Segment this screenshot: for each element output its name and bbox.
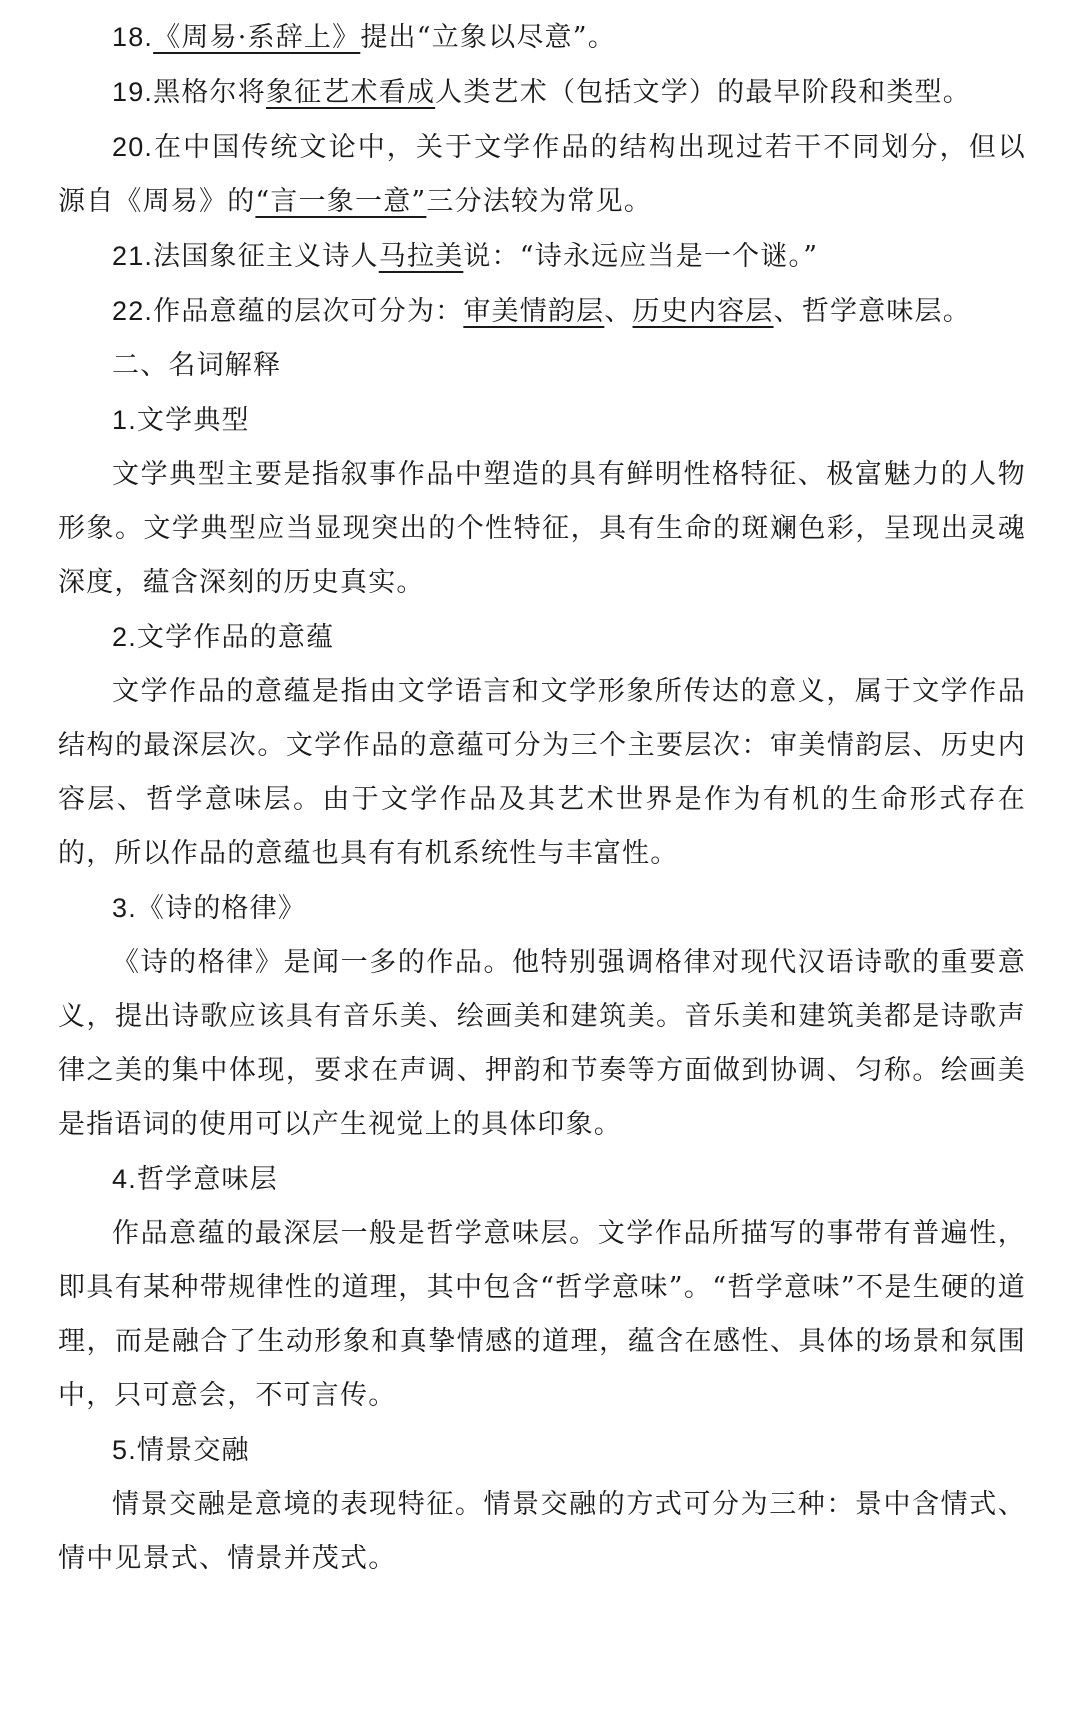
term-heading-5 [58,1423,1026,1478]
underlined-answer: 历史内容层 [632,296,774,327]
item-text: 提出“立象以尽意”。 [360,22,616,53]
term-definition-4: 作品意蕴的最深层一般是哲学意味层。文学作品所描写的事带有普遍性，即具有某种带规律性的道理，其中包含“哲学意味”。“哲学意味”不是生硬的道理，而是融合了生动形象和真挚情感的道理，蕴含在感性、具体的场景和氛围中，只可意会，不可言传。 [58,1218,1026,1411]
underlined-answer: “言一象一意” [255,186,427,217]
underlined-answer: 象征艺术看成 [265,77,436,108]
term-heading-1 [58,393,1026,448]
term-number: 4. [112,1164,137,1194]
item-text: 法国象征主义诗人 [153,241,379,272]
item-text: 、 [604,296,633,327]
section-title: 二、名词解释 [112,350,282,381]
item-text: 在中国传统文论中，关于文学作品的结构出现过若干不同划分，但以源自《周易》的 [58,132,1026,217]
document-page [58,10,1026,1586]
term-heading-3 [58,881,1026,936]
term-definition-2: 文学作品的意蕴是指由文学语言和文学形象所传达的意义，属于文学作品结构的最深层次。文学作品的意蕴可分为三个主要层次：审美情韵层、历史内容层、哲学意味层。由于文学作品及其艺术世界是作为有机的生命形式存在的，所以作品的意蕴也具有有机系统性与丰富性。 [58,676,1026,869]
item-number: 21. [112,241,154,271]
term-title: 文学作品的意蕴 [136,622,335,653]
item-number: 18. [112,22,154,52]
item-text: 黑格尔将 [153,77,266,108]
blank-item-18 [58,10,1026,65]
term-number: 2. [112,622,137,652]
blank-item-21 [58,229,1026,284]
term-number: 3. [112,893,137,923]
item-number: 22. [112,296,154,326]
underlined-answer: 审美情韵层 [463,296,605,327]
item-text: 、哲学意味层。 [773,296,971,327]
term-heading-4 [58,1152,1026,1207]
item-text: 作品意蕴的层次可分为： [153,296,464,327]
blank-item-20 [58,120,1026,229]
item-text: 说：“诗永远应当是一个谜。” [463,241,819,272]
blank-item-22 [58,284,1026,339]
term-title: 《诗的格律》 [136,893,307,924]
item-text: 三分法较为常见。 [426,186,653,217]
underlined-answer: 马拉美 [378,241,464,272]
term-number: 5. [112,1435,137,1465]
item-number: 20. [112,132,154,162]
term-definition-1: 文学典型主要是指叙事作品中塑造的具有鲜明性格特征、极富魅力的人物形象。文学典型应当显现突出的个性特征，具有生命的斑斓色彩，呈现出灵魂深度，蕴含深刻的历史真实。 [58,459,1026,598]
term-title: 文学典型 [136,405,250,436]
item-number: 19. [112,77,154,107]
item-text: 人类艺术（包括文学）的最早阶段和类型。 [435,77,971,108]
term-heading-2 [58,610,1026,665]
underlined-answer: 《周易·系辞上》 [153,22,361,53]
term-title: 情景交融 [136,1435,250,1466]
term-definition-3: 《诗的格律》是闻一多的作品。他特别强调格律对现代汉语诗歌的重要意义，提出诗歌应该具有音乐美、绘画美和建筑美。音乐美和建筑美都是诗歌声律之美的集中体现，要求在声调、押韵和节奏等方面做到协调、匀称。绘画美是指语词的使用可以产生视觉上的具体印象。 [58,947,1026,1140]
blank-item-19 [58,65,1026,120]
term-title: 哲学意味层 [136,1164,278,1195]
term-number: 1. [112,405,137,435]
term-definition-5: 情景交融是意境的表现特征。情景交融的方式可分为三种：景中含情式、情中见景式、情景并茂式。 [58,1489,1026,1574]
